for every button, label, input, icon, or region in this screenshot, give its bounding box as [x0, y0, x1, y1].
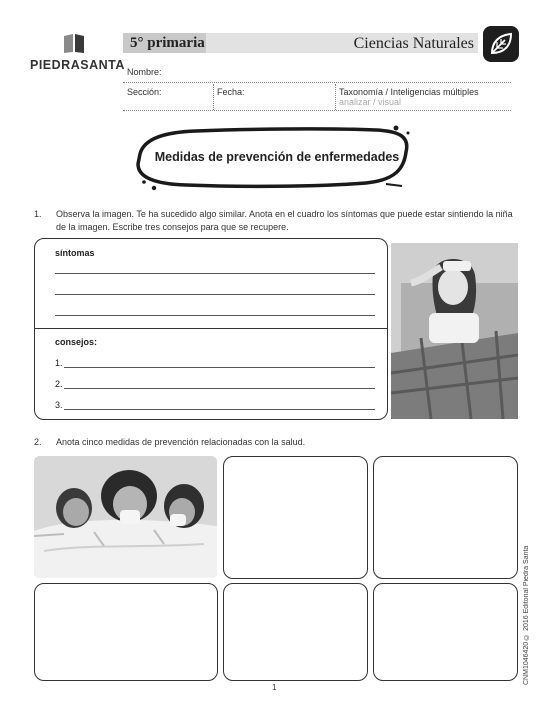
- write-line[interactable]: [55, 315, 375, 316]
- answer-box[interactable]: [34, 583, 218, 681]
- answer-box[interactable]: [373, 583, 518, 681]
- box-divider: [35, 328, 387, 329]
- book-logo-icon: [62, 32, 86, 54]
- symptoms-label: síntomas: [55, 248, 95, 258]
- worksheet-title: Medidas de prevención de enfermedades: [154, 150, 400, 164]
- question-number: 1.: [34, 209, 42, 219]
- question-1-text: Observa la imagen. Te ha sucedido algo similar. Anota en el cuadro los síntomas que puede estar sintiendo la niña de la imagen. Escribe tres consejos para que se recupere.: [56, 209, 513, 232]
- page-number: 1: [272, 683, 277, 692]
- section-label: Sección:: [127, 87, 162, 97]
- taxonomy-label: Taxonomía / Inteligencias múltiples: [339, 87, 479, 97]
- advice-number: 2.: [55, 379, 63, 389]
- symptoms-advice-box: [34, 238, 388, 420]
- sick-girl-photo: [391, 243, 518, 419]
- date-label: Fecha:: [217, 87, 245, 97]
- field-divider: [213, 84, 214, 110]
- grade-label: 5° primaria: [130, 35, 205, 51]
- sick-family-photo: [34, 456, 217, 578]
- answer-box[interactable]: [223, 583, 368, 681]
- answer-box[interactable]: [223, 456, 368, 579]
- advice-line[interactable]: [64, 409, 375, 410]
- publisher-logo: PIEDRASANTA: [30, 58, 125, 72]
- question-number: 2.: [34, 437, 42, 447]
- advice-line[interactable]: [64, 388, 375, 389]
- copyright-note: CNM1046420 © 2016 Editorial Piedra Santa: [523, 545, 530, 685]
- field-divider: [335, 84, 336, 110]
- advice-number: 1.: [55, 358, 63, 368]
- advice-number: 3.: [55, 400, 63, 410]
- advice-label: consejos:: [55, 337, 98, 347]
- name-label: Nombre:: [127, 67, 162, 77]
- write-line[interactable]: [55, 294, 375, 295]
- subject-label: Ciencias Naturales: [353, 35, 474, 52]
- subject-badge: [483, 26, 519, 62]
- section-field-line: [123, 110, 511, 111]
- write-line[interactable]: [55, 273, 375, 274]
- advice-line[interactable]: [64, 367, 375, 368]
- taxonomy-sub: analizar / visual: [339, 97, 402, 107]
- leaf-icon: [483, 26, 519, 62]
- name-field-line: [123, 82, 511, 83]
- question-2-text: Anota cinco medidas de prevención relacionadas con la salud.: [56, 437, 306, 447]
- answer-box[interactable]: [373, 456, 518, 579]
